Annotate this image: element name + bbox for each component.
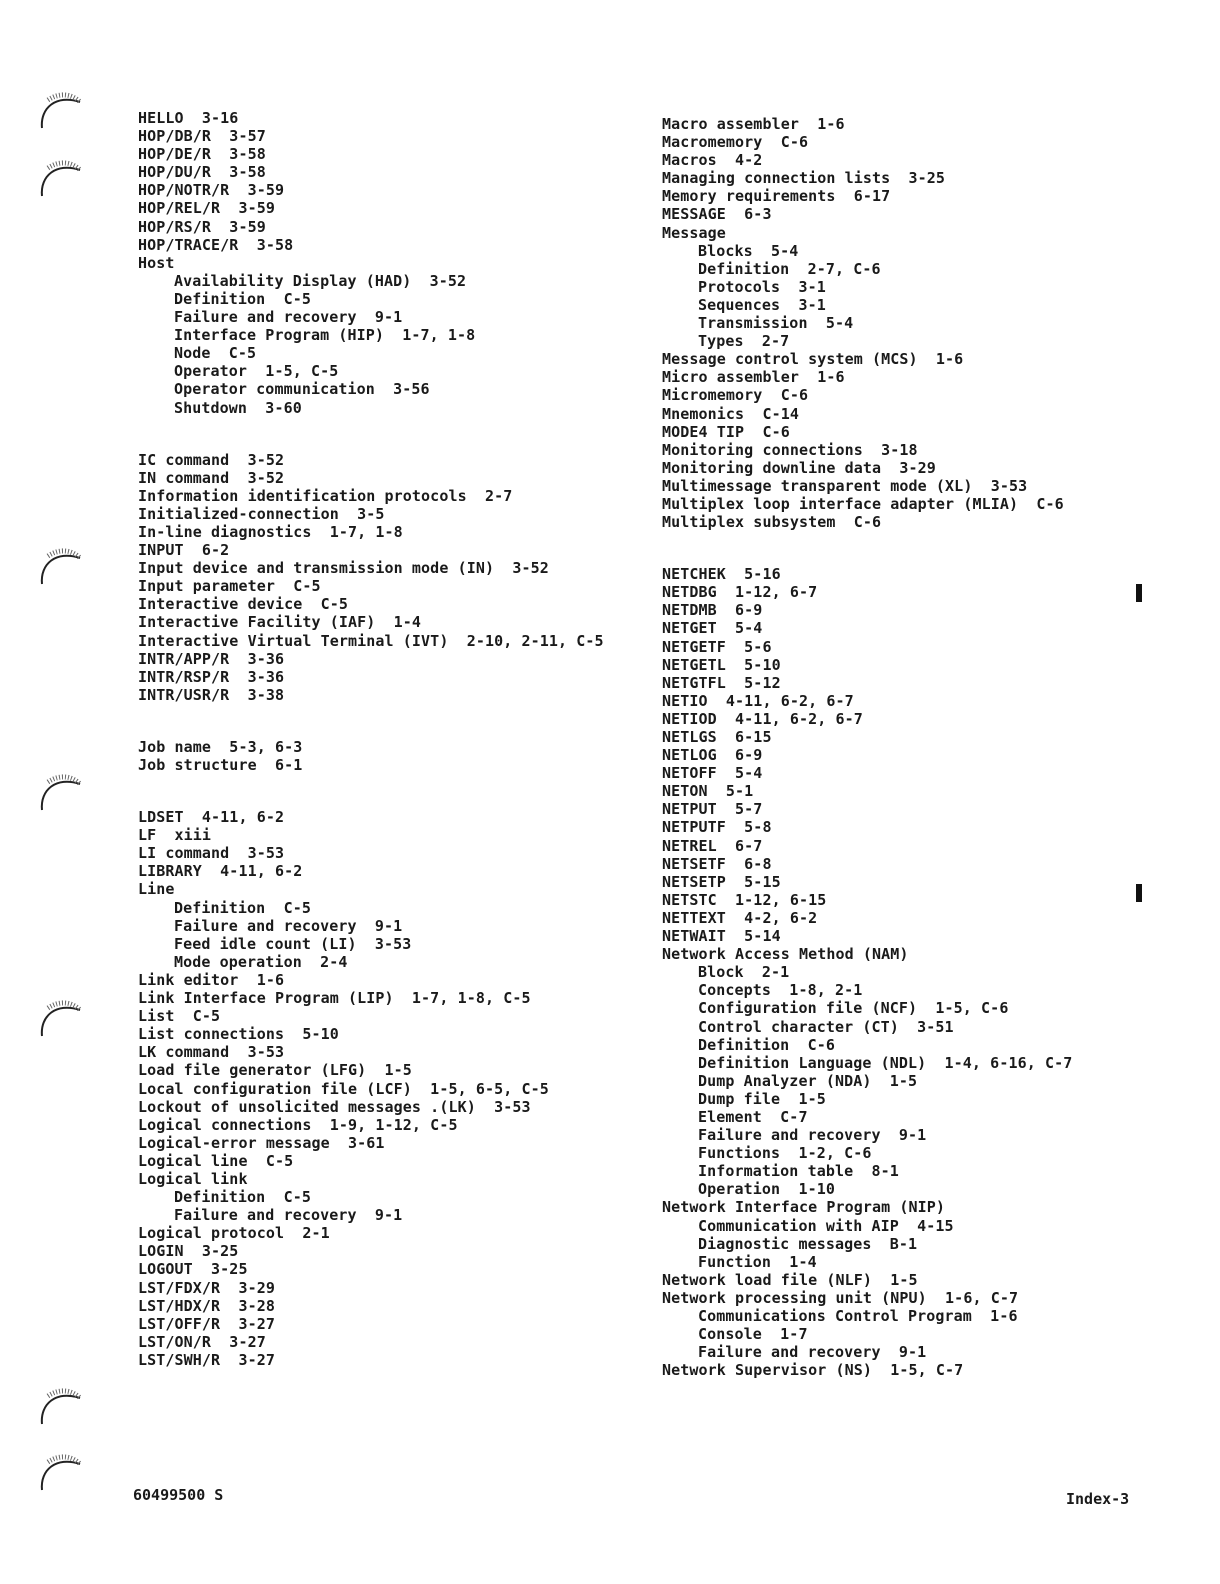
index-subentry: Operation 1-10 xyxy=(698,1180,835,1199)
index-entry: Lockout of unsolicited messages .(LK) 3-53 xyxy=(138,1097,531,1116)
index-subentry: Definition C-5 xyxy=(174,289,311,308)
index-entry: Network Supervisor (NS) 1-5, C-7 xyxy=(662,1361,964,1380)
index-entry: Mnemonics C-14 xyxy=(662,404,799,423)
index-entry: NETPUTF 5-8 xyxy=(662,818,772,837)
index-entry: LST/ON/R 3-27 xyxy=(138,1332,266,1351)
index-entry: Input parameter C-5 xyxy=(138,577,321,596)
index-subentry: Block 2-1 xyxy=(698,963,790,982)
index-subentry: Transmission 5-4 xyxy=(698,314,854,333)
index-entry: HOP/TRACE/R 3-58 xyxy=(138,235,294,254)
index-entry: LST/FDX/R 3-29 xyxy=(138,1278,275,1297)
index-entry: Logical link xyxy=(138,1169,248,1188)
binder-hole-icon xyxy=(38,156,86,204)
index-subentry: Information table 8-1 xyxy=(698,1162,899,1181)
index-subentry: Definition Language (NDL) 1-4, 6-16, C-7 xyxy=(698,1053,1073,1072)
binder-hole-icon xyxy=(38,996,86,1044)
index-entry: Logical line C-5 xyxy=(138,1151,294,1170)
index-subentry: Function 1-4 xyxy=(698,1252,817,1271)
index-entry: Network Interface Program (NIP) xyxy=(662,1198,946,1217)
document-number: 60499500 S xyxy=(133,1486,224,1504)
index-entry: INPUT 6-2 xyxy=(138,541,230,560)
index-subentry: Element C-7 xyxy=(698,1107,808,1126)
index-subentry: Configuration file (NCF) 1-5, C-6 xyxy=(698,999,1009,1018)
index-entry: NETON 5-1 xyxy=(662,782,754,801)
index-entry: NETCHEK 5-16 xyxy=(662,565,781,584)
index-entry: Network load file (NLF) 1-5 xyxy=(662,1270,918,1289)
index-entry: LST/SWH/R 3-27 xyxy=(138,1350,275,1369)
index-entry: INTR/RSP/R 3-36 xyxy=(138,667,285,686)
index-entry: LK command 3-53 xyxy=(138,1043,285,1062)
index-subentry: Node C-5 xyxy=(174,344,257,363)
index-entry: Initialized-connection 3-5 xyxy=(138,504,385,523)
index-subentry: Diagnostic messages B-1 xyxy=(698,1234,918,1253)
index-entry: Job name 5-3, 6-3 xyxy=(138,737,303,756)
index-entry: Managing connection lists 3-25 xyxy=(662,169,946,188)
index-subentry: Dump Analyzer (NDA) 1-5 xyxy=(698,1071,918,1090)
index-entry: NETOFF 5-4 xyxy=(662,764,763,783)
index-entry: NETGETF 5-6 xyxy=(662,637,772,656)
index-entry: LOGIN 3-25 xyxy=(138,1242,239,1261)
index-entry: LST/OFF/R 3-27 xyxy=(138,1314,275,1333)
index-subentry: Console 1-7 xyxy=(698,1325,808,1344)
index-entry: NETGETL 5-10 xyxy=(662,655,781,674)
index-entry: NETSETF 6-8 xyxy=(662,854,772,873)
index-entry: LOGOUT 3-25 xyxy=(138,1260,248,1279)
index-subentry: Concepts 1-8, 2-1 xyxy=(698,981,863,1000)
index-subentry: Shutdown 3-60 xyxy=(174,398,302,417)
index-entry: Message control system (MCS) 1-6 xyxy=(662,350,964,369)
index-entry: In-line diagnostics 1-7, 1-8 xyxy=(138,522,403,541)
index-entry: Logical-error message 3-61 xyxy=(138,1133,385,1152)
index-subentry: Functions 1-2, C-6 xyxy=(698,1144,872,1163)
page-number: Index-3 xyxy=(1066,1490,1130,1508)
index-entry: Link editor 1-6 xyxy=(138,970,285,989)
index-subentry: Communications Control Program 1-6 xyxy=(698,1307,1018,1325)
index-entry: Logical connections 1-9, 1-12, C-5 xyxy=(138,1115,458,1134)
index-entry: INTR/APP/R 3-36 xyxy=(138,649,285,668)
index-subentry: Operator 1-5, C-5 xyxy=(174,362,339,381)
index-subentry: Definition C-6 xyxy=(698,1035,835,1054)
change-bar xyxy=(1136,584,1142,602)
index-entry: IC command 3-52 xyxy=(138,450,285,469)
binder-hole-icon xyxy=(38,544,86,592)
index-entry: NETGTFL 5-12 xyxy=(662,673,781,692)
index-entry: INTR/USR/R 3-38 xyxy=(138,685,285,704)
index-entry: HOP/REL/R 3-59 xyxy=(138,199,275,218)
index-entry: HELLO 3-16 xyxy=(138,109,239,127)
index-subentry: Blocks 5-4 xyxy=(698,241,799,260)
index-entry: Input device and transmission mode (IN) 3-52 xyxy=(138,559,549,578)
index-entry: Interactive device C-5 xyxy=(138,595,349,614)
index-subentry: Operator communication 3-56 xyxy=(174,380,430,399)
index-entry: Interactive Virtual Terminal (IVT) 2-10, 2-11, C-5 xyxy=(138,631,604,650)
index-subentry: Types 2-7 xyxy=(698,332,790,351)
index-entry: HOP/DE/R 3-58 xyxy=(138,145,266,164)
index-column-right xyxy=(662,115,1132,1379)
index-entry: Macros 4-2 xyxy=(662,151,763,170)
index-entry: HOP/RS/R 3-59 xyxy=(138,217,266,236)
index-entry: Information identification protocols 2-7 xyxy=(138,486,513,505)
index-entry: NETDMB 6-9 xyxy=(662,601,763,620)
index-entry: NETSETP 5-15 xyxy=(662,872,781,891)
index-gap xyxy=(138,774,608,808)
index-entry: NETTEXT 4-2, 6-2 xyxy=(662,908,818,927)
index-gap xyxy=(138,704,608,738)
index-subentry: Definition C-5 xyxy=(174,898,311,917)
index-entry: Multimessage transparent mode (XL) 3-53 xyxy=(662,476,1028,495)
index-entry: LF xiii xyxy=(138,826,212,845)
index-entry: Monitoring connections 3-18 xyxy=(662,440,918,459)
index-entry: IN command 3-52 xyxy=(138,468,285,487)
index-subentry: Definition C-5 xyxy=(174,1188,311,1207)
index-entry: NETGET 5-4 xyxy=(662,619,763,638)
index-entry: Micro assembler 1-6 xyxy=(662,368,845,387)
index-column-left xyxy=(138,109,608,1369)
binder-hole-icon xyxy=(38,88,86,136)
index-entry: HOP/NOTR/R 3-59 xyxy=(138,181,285,200)
index-subentry: Control character (CT) 3-51 xyxy=(698,1017,954,1036)
index-subentry: Failure and recovery 9-1 xyxy=(174,308,403,327)
index-subentry: Interface Program (HIP) 1-7, 1-8 xyxy=(174,326,476,345)
index-entry: MODE4 TIP C-6 xyxy=(662,422,790,441)
index-entry: Job structure 6-1 xyxy=(138,756,303,774)
index-entry: Local configuration file (LCF) 1-5, 6-5, C-5 xyxy=(138,1079,549,1098)
change-bar xyxy=(1136,884,1142,902)
index-subentry: Failure and recovery 9-1 xyxy=(174,916,403,935)
index-entry: NETDBG 1-12, 6-7 xyxy=(662,583,818,602)
index-subentry: Feed idle count (LI) 3-53 xyxy=(174,934,412,953)
index-gap xyxy=(662,531,1132,565)
index-entry: Host xyxy=(138,253,175,272)
index-entry: NETREL 6-7 xyxy=(662,836,763,855)
index-entry: NETLGS 6-15 xyxy=(662,728,772,746)
index-entry: MESSAGE 6-3 xyxy=(662,205,772,224)
index-entry: Memory requirements 6-17 xyxy=(662,187,891,206)
index-entry: List connections 5-10 xyxy=(138,1025,339,1044)
index-subentry: Communication with AIP 4-15 xyxy=(698,1216,954,1235)
index-entry: Macromemory C-6 xyxy=(662,133,809,152)
index-entry: Multiplex subsystem C-6 xyxy=(662,513,882,532)
index-subentry: Mode operation 2-4 xyxy=(174,952,348,971)
index-entry: NETIO 4-11, 6-2, 6-7 xyxy=(662,691,854,710)
index-entry: Link Interface Program (LIP) 1-7, 1-8, C-5 xyxy=(138,989,531,1008)
index-entry: NETLOG 6-9 xyxy=(662,746,763,765)
index-entry: Logical protocol 2-1 xyxy=(138,1224,330,1243)
index-entry: Monitoring downline data 3-29 xyxy=(662,458,936,477)
binder-hole-icon xyxy=(38,1384,86,1432)
index-entry: Line xyxy=(138,880,175,899)
index-entry: HOP/DB/R 3-57 xyxy=(138,127,266,146)
index-entry: Multiplex loop interface adapter (MLIA) C-6 xyxy=(662,494,1064,513)
index-entry: Load file generator (LFG) 1-5 xyxy=(138,1061,412,1080)
index-subentry: Sequences 3-1 xyxy=(698,295,826,314)
binder-hole-icon xyxy=(38,1450,86,1498)
index-entry: Interactive Facility (IAF) 1-4 xyxy=(138,613,422,632)
index-entry: Macro assembler 1-6 xyxy=(662,115,845,133)
index-subentry: Failure and recovery 9-1 xyxy=(698,1343,927,1362)
index-entry: Message xyxy=(662,223,726,242)
index-entry: Micromemory C-6 xyxy=(662,386,809,405)
index-subentry: Protocols 3-1 xyxy=(698,277,826,296)
index-entry: NETIOD 4-11, 6-2, 6-7 xyxy=(662,709,863,728)
binder-hole-icon xyxy=(38,770,86,818)
index-entry: NETSTC 1-12, 6-15 xyxy=(662,890,827,909)
index-entry: LST/HDX/R 3-28 xyxy=(138,1296,275,1315)
index-subentry: Availability Display (HAD) 3-52 xyxy=(174,271,467,290)
index-entry: NETPUT 5-7 xyxy=(662,800,763,819)
index-subentry: Definition 2-7, C-6 xyxy=(698,259,881,278)
index-entry: NETWAIT 5-14 xyxy=(662,927,781,946)
index-entry: LIBRARY 4-11, 6-2 xyxy=(138,862,303,881)
index-entry: Network processing unit (NPU) 1-6, C-7 xyxy=(662,1288,1019,1307)
index-entry: List C-5 xyxy=(138,1007,221,1026)
index-subentry: Failure and recovery 9-1 xyxy=(698,1126,927,1145)
index-entry: LI command 3-53 xyxy=(138,844,285,863)
index-gap xyxy=(138,417,608,451)
index-subentry: Dump file 1-5 xyxy=(698,1089,826,1108)
index-entry: HOP/DU/R 3-58 xyxy=(138,163,266,182)
index-entry: Network Access Method (NAM) xyxy=(662,945,909,964)
index-entry: LDSET 4-11, 6-2 xyxy=(138,808,285,827)
index-subentry: Failure and recovery 9-1 xyxy=(174,1206,403,1225)
